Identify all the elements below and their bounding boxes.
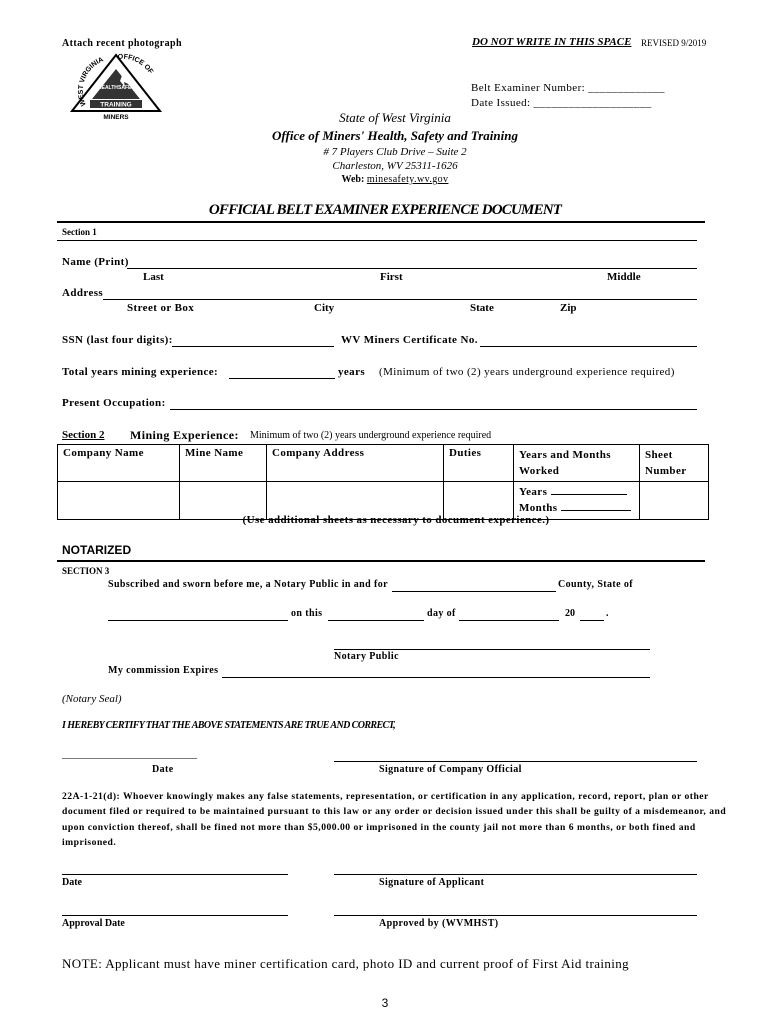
ssn-input[interactable]	[172, 346, 334, 347]
notary-signature-input[interactable]	[334, 649, 650, 650]
office-address-1: # 7 Players Club Drive – Suite 2	[323, 146, 467, 158]
certify-statement: I HEREBY CERTIFY THAT THE ABOVE STATEMENTS ARE TRUE AND CORRECT,	[62, 720, 396, 731]
approval-date-input[interactable]	[62, 915, 288, 916]
applicant-date-label: Date	[62, 877, 82, 888]
zip-label: Zip	[560, 302, 577, 314]
logo-health: HEALTH	[98, 85, 118, 91]
occupation-label: Present Occupation:	[62, 397, 166, 409]
street-label: Street or Box	[127, 302, 195, 314]
state-name: State of West Virginia	[339, 110, 451, 125]
mining-experience-heading: Mining Experience:	[130, 428, 239, 442]
address-input[interactable]	[103, 299, 697, 300]
title-rule	[57, 221, 705, 223]
web-label: Web:	[341, 174, 365, 185]
section2-label: Section 2	[62, 429, 105, 441]
document-title: OFFICIAL BELT EXAMINER EXPERIENCE DOCUMENT	[208, 202, 562, 218]
certify-date-input[interactable]: ___________________________	[62, 749, 197, 760]
col-duties: Duties	[444, 445, 514, 482]
ssn-label: SSN (last four digits):	[62, 334, 173, 346]
attach-photo-label: Attach recent photograph	[62, 38, 182, 49]
years-suffix: years	[338, 366, 366, 378]
year-prefix: 20	[565, 608, 575, 619]
address-label: Address	[62, 287, 104, 299]
applicant-signature-input[interactable]	[334, 874, 697, 875]
months-label: Months	[519, 502, 558, 514]
name-label: Name (Print)	[62, 256, 129, 268]
day-input[interactable]	[328, 620, 424, 621]
company-signature-label: Signature of Company Official	[379, 764, 522, 775]
approved-by-input[interactable]	[334, 915, 697, 916]
state-of-input[interactable]	[108, 620, 288, 621]
do-not-write-label: DO NOT WRITE IN THIS SPACE	[472, 36, 632, 48]
year-input[interactable]	[580, 620, 604, 621]
logo-safety: SAFETY	[118, 85, 138, 91]
mining-experience-note: Minimum of two (2) years underground experience required	[250, 430, 492, 441]
office-address-2: Charleston, WV 25311-1626	[332, 160, 458, 172]
years-note: (Minimum of two (2) years underground experience required)	[379, 366, 675, 378]
middle-name-label: Middle	[607, 271, 641, 283]
company-signature-input[interactable]	[334, 761, 697, 762]
commission-input[interactable]	[222, 677, 650, 678]
col-years-months: Years and Months Worked	[514, 445, 640, 482]
commission-label: My commission Expires	[108, 665, 219, 676]
last-name-label: Last	[143, 271, 164, 283]
months-input[interactable]	[561, 510, 631, 511]
county-state-label: County, State of	[558, 579, 634, 590]
col-mine-name: Mine Name	[180, 445, 267, 482]
examiner-number-field[interactable]: Belt Examiner Number: _____________	[471, 82, 665, 94]
name-input[interactable]	[127, 268, 697, 269]
sworn-text: Subscribed and sworn before me, a Notary Public in and for	[108, 579, 388, 590]
occupation-input[interactable]	[170, 409, 697, 410]
years-label: Years	[519, 486, 548, 498]
logo-ring-right: OFFICE OF	[117, 53, 155, 76]
day-of-label: day of	[427, 608, 456, 619]
page-number: 3	[381, 996, 389, 1010]
year-period: .	[606, 608, 609, 619]
approved-by-label: Approved by (WVMHST)	[379, 918, 499, 929]
certify-date-label: Date	[152, 764, 174, 775]
applicant-date-input[interactable]	[62, 874, 288, 875]
years-input[interactable]	[551, 494, 627, 495]
legal-text: 22A-1-21(d): Whoever knowingly makes any false statements, representation, or certification in any application, record, report, plan or other document filed or required to be maintained pursuant to this law or any order or decision issued under this shall be guilty of a misdemeanor, and upon conviction thereof, shall be fined not more than $5,000.00 or imprisoned in the county jail not more than 6 months, or both fined and imprisoned.	[62, 791, 727, 848]
additional-sheets-note: (Use additional sheets as necessary to document experience.)	[242, 514, 550, 526]
certificate-input[interactable]	[480, 346, 697, 347]
note-text: NOTE: Applicant must have miner certification card, photo ID and current proof of First Aid training	[62, 956, 630, 971]
years-experience-label: Total years mining experience:	[62, 366, 219, 378]
notary-rule	[57, 560, 705, 562]
revised-date: REVISED 9/2019	[641, 38, 707, 48]
web-link[interactable]: minesafety.wv.gov	[366, 174, 449, 185]
on-this-label: on this	[291, 608, 323, 619]
month-input[interactable]	[459, 620, 559, 621]
logo-miners: MINERS	[103, 114, 129, 121]
city-label: City	[314, 302, 335, 314]
col-company-name: Company Name	[58, 445, 180, 482]
logo-training: TRAINING	[100, 101, 132, 109]
applicant-signature-label: Signature of Applicant	[379, 877, 485, 888]
date-issued-field[interactable]: Date Issued: ____________________	[471, 97, 652, 109]
notary-public-label: Notary Public	[334, 651, 399, 662]
web-line	[0, 174, 770, 185]
notary-jurisdiction-input[interactable]	[392, 591, 556, 592]
table-header-row	[58, 445, 709, 482]
notarized-heading: NOTARIZED	[62, 543, 132, 557]
section1-rule	[57, 240, 697, 241]
section3-label: SECTION 3	[62, 566, 110, 576]
col-company-address: Company Address	[267, 445, 444, 482]
approval-date-label: Approval Date	[62, 918, 125, 929]
experience-table	[57, 444, 709, 520]
logo-ring-left: WEST VIRGINIA	[77, 56, 105, 107]
years-experience-input[interactable]	[229, 378, 335, 379]
state-label: State	[470, 302, 494, 314]
office-name: Office of Miners' Health, Safety and Training	[272, 128, 518, 143]
notary-seal-label: (Notary Seal)	[62, 693, 122, 705]
certificate-label: WV Miners Certificate No.	[341, 334, 478, 346]
first-name-label: First	[380, 271, 403, 283]
col-sheet-number: Sheet Number	[640, 445, 709, 482]
section1-label: Section 1	[62, 227, 97, 237]
